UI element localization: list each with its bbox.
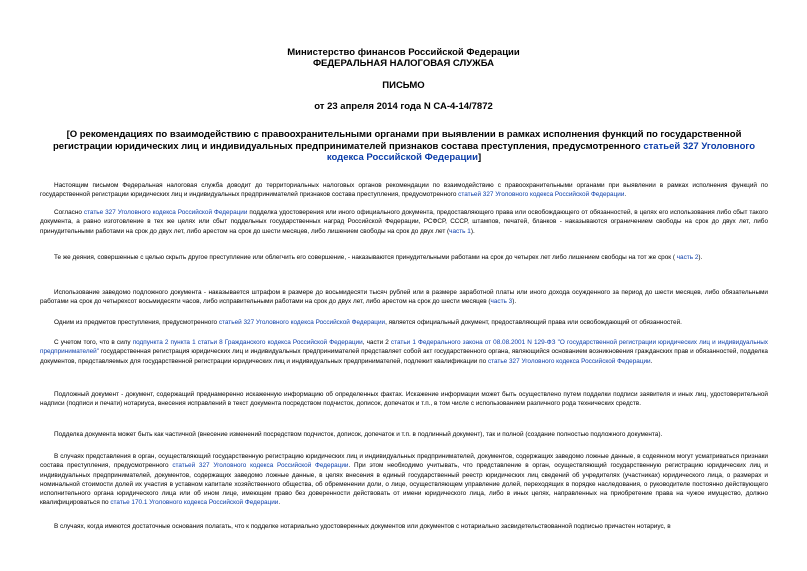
text-segment: Одним из предметов преступления, предусмотренного [54,319,219,326]
paragraph-10 [40,522,768,531]
text-segment: . При этом необходимо учитывать, что представление в орган, осуществляющий государственную регистрацию юридических лиц и индивидуальных предпринимателей, документов, содержащих заведомо ложные данные, в целях внесения в единый государственный реестр юридических лиц сведений об учредителях (участниках) юридического лица, о размерах и номинальной стоимости долей их участия в уставном капитале хозяйственного общества, об обременении доли, о лице, осуществляющем управление долей, переходящих в порядке наследования, о руководителе постоянно действующего исполнительного органа юридического лица или об ином лице, имеющем право без доверенности действовать от имени юридического лица, либо в иных целях, направленных на приобретение права на чужое имущество, должно квалифицироваться по [40,462,768,507]
part-1-link[interactable]: часть 1 [449,227,471,235]
article-327-link[interactable]: статьей 327 Уголовного кодекса Российской Федерации [458,191,625,199]
article-327-link[interactable]: статьей 327 Уголовного кодекса Российской Федерации [172,462,349,470]
paragraph-1 [40,181,768,200]
subject-end: ] [477,152,482,163]
paragraph-4 [40,288,768,307]
paragraph-5 [40,318,768,327]
article-327-link[interactable]: статье 327 Уголовного кодекса Российской Федерации [487,357,651,365]
paragraph-7 [40,390,768,409]
text-segment: ). [512,298,517,306]
text-segment: , части 2 [362,339,391,346]
civil-code-link[interactable]: подпункта 2 пункта 1 статьи 8 Гражданского кодекса Российской Федерации [132,339,363,346]
text-segment: Подложный документ - документ, содержащий преднамеренно искаженную информацию об определенных фактах. Искажение информации может быть осуществлено путем подделки подписи заявителя и иных лиц, удостоверительной надписи (подписи и печати) нотариуса, внесения исправлений в текст документа посредством подчисток, дописок, допечаток и т.п., в том числе с использованием различного рода технических средств. [40,391,768,408]
paragraph-6 [40,338,768,366]
doc-subject [40,129,768,164]
subject-article-link[interactable]: статьей 327 Уголовного кодекса Российской Федерации [326,140,756,163]
paragraph-9 [40,452,768,508]
paragraph-8 [40,430,768,439]
text-segment: Подделка документа может быть как частичной (внесение изменений посредством подчисток, дописок, допечаток и т.п. в подлинный документ), так и полной (создание полностью подложного документа). [54,431,663,438]
paragraph-2 [40,208,768,236]
text-segment: ). [698,254,703,261]
part-2-link[interactable]: часть 2 [676,254,699,261]
text-segment: подделка удостоверения или иного официального документа, предоставляющего права или освобождающего от обязанностей, в целях его использования либо сбыт такого документа, а равно изготовление в тех же целях или сбыт поддельных государственных наград Российской Федерации, РСФСР, СССР, штампов, печатей, бланков - наказываются ограничением свободы на срок до двух лет, либо принудительными работами на срок до двух лет, либо арестом на срок до шести месяцев, либо лишением свободы на срок до двух лет ( [40,209,768,235]
article-170-1-link[interactable]: статье 170.1 Уголовного кодекса Российской Федерации [110,499,279,507]
text-segment: . [278,499,281,507]
text-segment: . [650,357,653,365]
text-segment: , является официальный документ, предоставляющий права или освобождающий от обязанностей. [385,319,682,326]
paragraph-3 [40,253,768,262]
article-327-link[interactable]: статьей 327 Уголовного кодекса Российской Федерации [218,319,386,326]
text-segment: Те же деяния, совершенные с целью скрыть другое преступление или облегчить его совершение, - наказываются принудительными работами на срок до четырех лет либо лишением свободы на тот же срок ( [54,254,677,261]
text-segment: С учетом того, что в силу [54,339,133,346]
doc-date-number: от 23 апреля 2014 года N СА-4-14/7872 [314,101,493,112]
part-3-link[interactable]: часть 3 [490,298,513,306]
service-title: ФЕДЕРАЛЬНАЯ НАЛОГОВАЯ СЛУЖБА [312,58,495,69]
article-327-link[interactable]: статье 327 Уголовного кодекса Российской Федерации [83,209,248,216]
text-segment: ). [470,227,475,235]
text-segment: В случаях представления в орган, осуществляющий государственную регистрацию юридических лиц и индивидуальных предпринимателей, документов, содержащих заведомо ложные данные, в содеянном могут усматриваться признаки состава преступления, предусмотренного [40,453,768,470]
federal-law-link[interactable]: статьи 1 Федерального закона от 08.08.2001 N 129-ФЗ "О государственной регистрации юридических лиц и индивидуальных предпринимателей" [40,339,768,356]
subject-text: [О рекомендациях по взаимодействию с правоохранительными органами при выявлении в рамках исполнения функций по государственной регистрации юридических лиц и индивидуальных предпринимателей признаков состава преступления, предусмотренного [52,129,742,152]
text-segment: . [624,191,627,199]
text-segment: Настоящим письмом Федеральная налоговая служба доводит до территориальных налоговых органов рекомендации по взаимодействию с правоохранительными органами при выявлении в рамках исполнения функций по государственной регистрации юридических лиц и индивидуальных предпринимателей признаков состава преступления, предусмотренного [40,182,768,199]
text-segment: В случаях, когда имеются достаточные основания полагать, что к подделке нотариально удостоверенных документов или документов с нотариально засвидетельствованной подписью причастен нотариус, в [54,523,671,530]
text-segment: Согласно [54,209,84,216]
ministry-title: Министерство финансов Российской Федерации [287,47,520,58]
doc-type: ПИСЬМО [382,80,425,91]
text-segment: государственная регистрация юридических лиц и индивидуальных предпринимателей представляет собой акт государственного органа, являющийся основанием возникновения гражданских прав и обязанностей, подделка документов, представляемых для государственной регистрации юридических лиц и индивидуальных предпринимателей, подлежит квалификации по [40,348,768,365]
text-segment: Использование заведомо подложного документа - наказывается штрафом в размере до восьмидесяти тысяч рублей или в размере заработной платы или иного дохода осужденного за период до шести месяцев, либо обязательными работами на срок до четырехсот восьмидесяти часов, либо исправительными работами на срок до двух лет, либо арестом на срок до шести месяцев ( [40,289,768,306]
